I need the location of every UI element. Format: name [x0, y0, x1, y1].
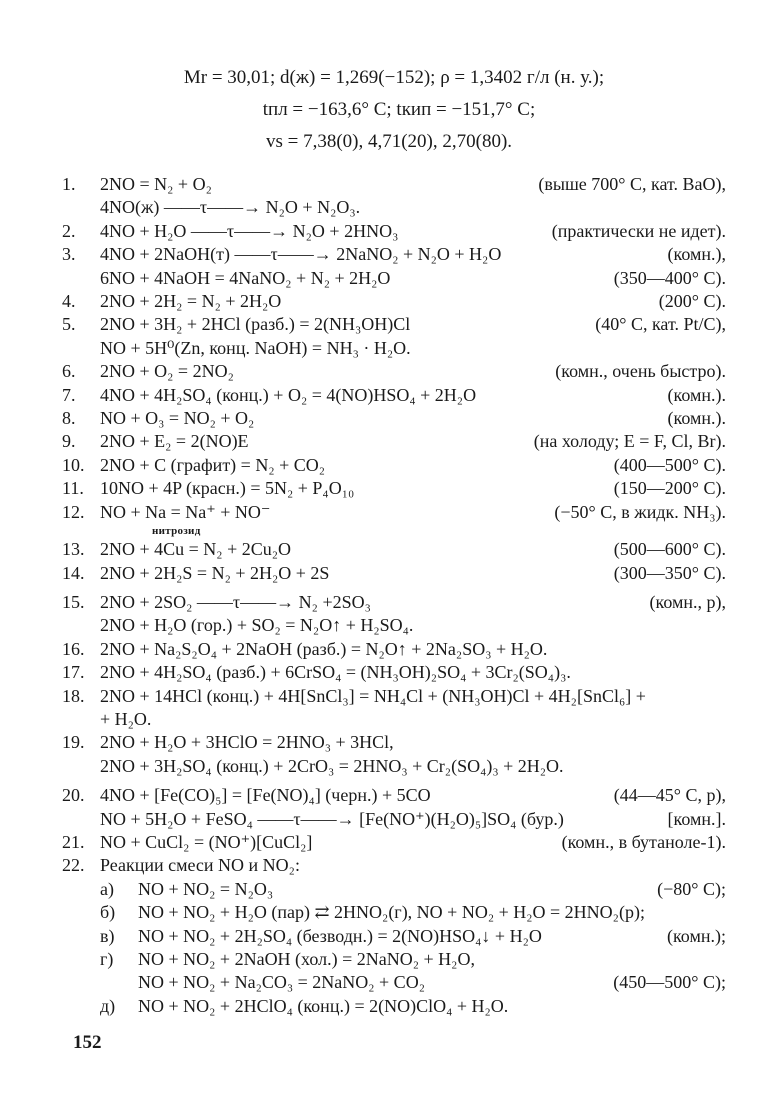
reaction-row: [62, 243, 726, 266]
reaction-row: [62, 854, 726, 877]
reaction-number: 22.: [62, 855, 85, 876]
reaction-equation: NO + NO₂ + 2NaOH (хол.) = 2NaNO₂ + H₂O,: [138, 949, 475, 969]
reaction-row: [62, 407, 726, 430]
reaction-row: [62, 384, 726, 407]
reaction-equation: 4NO + [Fe(CO)₅] = [Fe(NO)₄] (черн.) + 5CO: [100, 785, 431, 806]
reaction-equation: 2NO + 3H₂SO₄ (конц.) + 2CrO₃ = 2HNO₃ + Cr₂(SO₄)₃ + 2H₂O.: [100, 755, 564, 776]
reaction-equation: NO + 5H⁰(Zn, конц. NaOH) = NH₃ · H₂O.: [100, 337, 411, 358]
reaction-conditions: (выше 700° С, кат. ВаО),: [538, 174, 726, 194]
reaction-number: 3.: [62, 244, 76, 265]
reaction-number: 12.: [62, 501, 85, 522]
reaction-equation: Реакции смеси NO и NO₂:: [100, 855, 300, 876]
reaction-row: [62, 454, 726, 477]
reaction-equation: 2NO + H₂O (гор.) + SO₂ = N₂O↑ + H₂SO₄.: [100, 615, 414, 636]
reaction-row: [62, 313, 726, 336]
reaction-conditions: (−50° С, в жидк. NH₃).: [554, 501, 726, 522]
reaction-number: 7.: [62, 384, 76, 405]
reaction-number: 18.: [62, 685, 85, 706]
reaction-number: в): [100, 925, 115, 946]
reaction-equation: 2NO + 14HCl (конц.) + 4H[SnCl₃] = NH₄Cl + (NH₃OH)Cl + 4H₂[SnCl₆] +: [100, 685, 646, 706]
reaction-number: г): [100, 949, 114, 969]
reaction-equation: 2NO + 2H₂ = N₂ + 2H₂O: [100, 291, 282, 312]
reaction-equation: NO + NO₂ + H₂O (пар) ⇄ 2HNO₂(г), NO + NO₂ + H₂O = 2HNO₂(р);: [138, 902, 645, 923]
reaction-equation: 6NO + 4NaOH = 4NaNO₂ + N₂ + 2H₂O: [100, 267, 391, 288]
reaction-row: [62, 661, 726, 684]
reactions-list: [62, 173, 726, 1018]
reaction-number: 19.: [62, 732, 85, 753]
reaction-number: 1.: [62, 174, 76, 194]
reaction-number: 5.: [62, 314, 76, 335]
reaction-row: [62, 196, 726, 219]
reaction-equation: 2NO + 2H₂S = N₂ + 2H₂O + 2S: [100, 562, 330, 583]
reaction-equation: 10NO + 4P (красн.) = 5N₂ + P₄O₁₀: [100, 478, 355, 499]
reaction-row: [62, 971, 726, 994]
reaction-number: 16.: [62, 638, 85, 659]
reaction-equation: NO + NO₂ + 2H₂SO₄ (безводн.) = 2(NO)HSO₄↓ + H₂O: [138, 925, 542, 946]
reaction-conditions: (комн., очень быстро).: [555, 361, 726, 382]
reaction-conditions: (комн.);: [666, 925, 726, 946]
reaction-conditions: (400—500° С).: [613, 454, 726, 475]
reaction-number: 2.: [62, 220, 76, 241]
physical-properties: [0, 62, 768, 158]
reaction-row: [62, 267, 726, 290]
reaction-equation: NO + O₃ = NO₂ + O₂: [100, 408, 255, 429]
reaction-row: [62, 638, 726, 661]
reaction-conditions: (комн.),: [667, 244, 726, 265]
reaction-number: а): [100, 878, 114, 899]
reaction-row: [62, 562, 726, 585]
reaction-conditions: (150—200° С).: [613, 478, 726, 499]
reaction-row: [62, 995, 726, 1018]
reaction-conditions: (200° С).: [658, 291, 726, 312]
reaction-row: [62, 784, 726, 807]
reaction-number: 9.: [62, 431, 76, 452]
reaction-row: [62, 501, 726, 524]
reaction-equation: 2NO = N₂ + O₂: [100, 174, 212, 194]
reaction-row: [62, 173, 726, 196]
reaction-equation: NO + 5H₂O + FeSO₄ ——τ——→ [Fe(NO⁺)(H₂O)₅]SO₄ (бур.): [100, 808, 564, 829]
reaction-conditions: (350—400° С).: [613, 267, 726, 288]
reaction-row: [62, 337, 726, 360]
reaction-row: [62, 948, 726, 971]
reaction-equation: NO + NO₂ + Na₂CO₃ = 2NaNO₂ + CO₂: [138, 972, 425, 993]
reaction-number: 20.: [62, 785, 85, 806]
reaction-row: [62, 708, 726, 731]
reaction-equation: NO + NO₂ + 2HClO₄ (конц.) = 2(NO)ClO₄ + H₂O.: [138, 995, 509, 1016]
reaction-conditions: (300—350° С).: [613, 562, 726, 583]
reaction-equation: 2NO + 4Cu = N₂ + 2Cu₂O: [100, 539, 292, 560]
reaction-equation: NO + CuCl₂ = (NO⁺)[CuCl₂]: [100, 831, 313, 852]
reaction-equation: 2NO + H₂O + 3HClO = 2HNO₃ + 3HCl,: [100, 732, 394, 753]
reaction-equation: 2NO + Na₂S₂O₄ + 2NaOH (разб.) = N₂O↑ + 2Na₂SO₃ + H₂O.: [100, 638, 548, 659]
reaction-conditions: (500—600° С).: [613, 539, 726, 560]
reaction-equation: 2NO + 3H₂ + 2HCl (разб.) = 2(NH₃OH)Cl: [100, 314, 411, 335]
reaction-equation: NO + Na = Na⁺ + NO⁻: [100, 501, 271, 522]
reaction-number: 10.: [62, 454, 85, 475]
page-number: 152: [73, 1032, 102, 1053]
reaction-number: д): [100, 995, 116, 1016]
reaction-row: [62, 220, 726, 243]
reaction-row: [62, 430, 726, 453]
reaction-equation: 2NO + O₂ = 2NO₂: [100, 361, 234, 382]
reaction-number: 21.: [62, 831, 85, 852]
reaction-number: 6.: [62, 361, 76, 382]
reaction-conditions: (на холоду; E = F, Cl, Br).: [533, 431, 726, 452]
reaction-equation: 4NO + 2NaOH(т) ——τ——→ 2NaNO₂ + N₂O + H₂O: [100, 244, 502, 265]
reaction-number: 4.: [62, 291, 76, 312]
reaction-conditions: (практически не идет).: [551, 220, 726, 241]
reaction-equation: 4NO + 4H₂SO₄ (конц.) + O₂ = 4(NO)HSO₄ + 2H₂O: [100, 384, 477, 405]
reaction-row: [62, 614, 726, 637]
reaction-conditions: (44—45° С, p),: [613, 785, 726, 806]
reaction-row: [62, 731, 726, 754]
reaction-equation: + H₂O.: [100, 708, 152, 729]
reaction-number: 17.: [62, 662, 85, 683]
reaction-number: 8.: [62, 408, 76, 429]
reaction-row: [62, 538, 726, 561]
properties-line: vs = 7,38(0), 4,71(20), 2,70(80).: [265, 131, 513, 152]
reaction-equation: 2NO + 4H₂SO₄ (разб.) + 6CrSO₄ = (NH₃OH)₂SO₄ + 3Cr₂(SO₄)₃.: [100, 662, 571, 683]
reaction-row: [62, 925, 726, 948]
reaction-number: б): [100, 902, 116, 923]
reaction-number: 15.: [62, 591, 85, 612]
reaction-row: [62, 685, 726, 708]
reaction-row: [62, 808, 726, 831]
reaction-row: [62, 290, 726, 313]
reaction-conditions: (комн., p),: [649, 591, 726, 612]
reaction-number: 14.: [62, 562, 85, 583]
reaction-number: 11.: [62, 478, 84, 499]
reaction-conditions: (450—500° С);: [613, 972, 726, 993]
nitrosyl-note: нитрозид: [152, 525, 201, 538]
reaction-equation: NO + NO₂ = N₂O₃: [138, 878, 274, 899]
reaction-number: 13.: [62, 539, 85, 560]
properties-line: Mr = 30,01; d(ж) = 1,269(−152); ρ = 1,3402 г/л (н. у.);: [183, 67, 605, 88]
reaction-conditions: (комн., в бутаноле-1).: [561, 831, 726, 852]
reaction-conditions: (комн.).: [667, 408, 726, 429]
reaction-conditions: (комн.).: [667, 384, 726, 405]
reaction-equation: 2NO + 2SO₂ ——τ——→ N₂ +2SO₃: [100, 591, 371, 612]
reaction-equation: 2NO + C (графит) = N₂ + CO₂: [100, 454, 326, 475]
reaction-conditions: (−80° С);: [657, 878, 726, 899]
properties-line: tпл = −163,6° С; tкип = −151,7° С;: [262, 99, 536, 120]
reaction-equation: 4NO(ж) ——τ——→ N₂O + N₂O₃.: [100, 197, 361, 218]
reaction-row: [62, 878, 726, 901]
reaction-row: [62, 755, 726, 778]
reaction-equation: 4NO + H₂O ——τ——→ N₂O + 2HNO₃: [100, 220, 399, 241]
reaction-conditions: (40° С, кат. Pt/C),: [595, 314, 726, 335]
reaction-conditions: [комн.].: [667, 808, 726, 829]
reaction-equation: 2NO + E₂ = 2(NO)E: [100, 431, 249, 452]
reaction-row: [62, 901, 726, 924]
reaction-row: [62, 477, 726, 500]
reaction-row: [62, 831, 726, 854]
reaction-row: [62, 360, 726, 383]
reaction-row: [62, 591, 726, 614]
